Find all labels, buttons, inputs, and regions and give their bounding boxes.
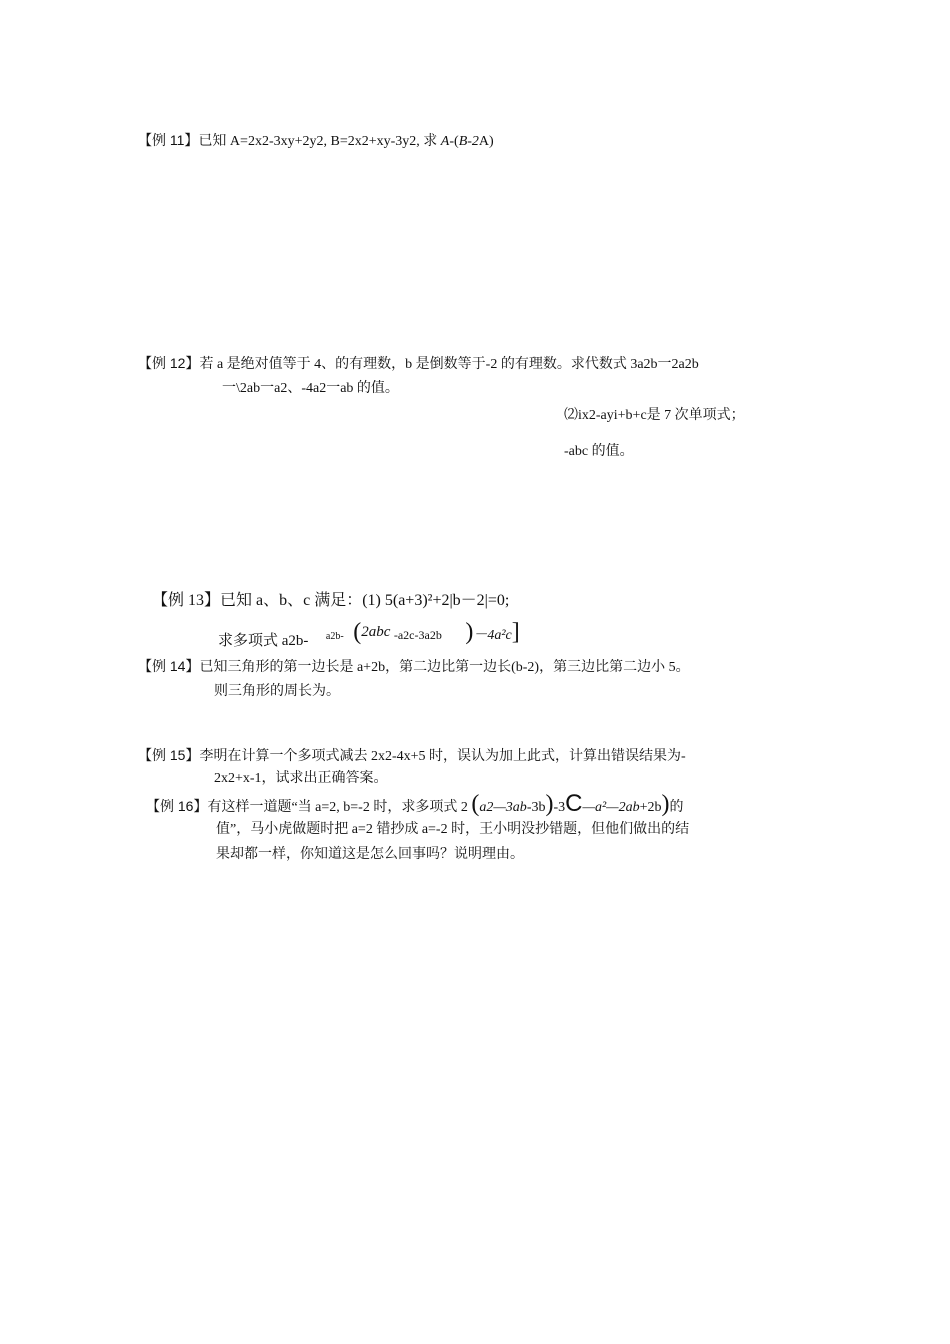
example-15-line-2 [214,770,388,788]
example-16-text-2: 值”，马小虎做题时把 a=2 错抄成 a=-2 时，王小明没抄错题，但他们做出的结 [216,822,690,837]
example-16-text-1f: +2b [639,800,662,815]
example-11-expr-c: B-2 [458,134,479,149]
example-16-text-3: 果却都一样，你知道这是怎么回事吗？说明理由。 [216,847,524,862]
example-12-text-2: 一\2ab一a2、-4a2一ab 的值。 [222,381,399,396]
example-16-text-1d: -3 [553,800,566,815]
example-12-side-text-2: -abc 的值。 [564,444,634,459]
example-16-text-1g: 的 [669,800,684,815]
example-16-line-3 [216,846,524,864]
example-13-line-2 [218,616,520,648]
example-11-tag: 【例 11】 [138,132,199,148]
example-15-text-1: 李明在计算一个多项式减去 2x2-4x+5 时，误认为加上此式，计算出错误结果为- [199,749,686,764]
example-14-line-2 [214,683,340,701]
example-15-tag: 【例 15】 [138,747,200,763]
example-16-text-1e: —a²—2ab [582,800,640,815]
example-11-line [138,131,494,151]
example-13-bracket: ] [511,619,520,645]
example-12-line-2 [222,380,399,398]
example-13-text-2a: 求多项式 a2b- [218,633,309,649]
example-15-text-2: 2x2+x-1，试求出正确答案。 [214,771,388,786]
example-16-big-c: C [565,790,583,817]
example-11-text: 已知 A=2x2-3xy+2y2, B=2x2+xy-3y2, 求 [198,134,441,149]
example-13-text-2c: 2abc [361,624,391,640]
example-13-paren-close: ) [465,619,474,645]
example-12-side-question [564,443,634,461]
example-16-text-1c: -3b [526,800,546,815]
example-11-expr-d: A) [478,134,494,149]
example-16-line-1 [146,792,684,816]
example-13-text-1: 【例 13】已知 a、b、c 满足：(1) 5(a+3)²+2|b－2|=0; [152,592,510,609]
example-16-tag: 【例 16】 [146,798,208,814]
example-12-text-1: 若 a 是绝对值等于 4、的有理数，b 是倒数等于-2 的有理数。求代数式 3a2b一2a2b [199,357,699,372]
example-16-paren-2: ) [545,791,554,817]
example-16-paren-1: ( [471,791,480,817]
example-14-text-2: 则三角形的周长为。 [214,684,340,699]
example-16-text-1a: 有这样一道题“当 a=2, b=-2 时，求多项式 2 [207,800,468,815]
example-16-paren-3: ) [661,791,670,817]
example-11-expr-b: -( [449,134,459,149]
example-11-expr-a: A [440,134,450,149]
example-13-text-2b: a2b- [325,631,344,642]
example-13-text-2e: －4a²c [473,628,512,643]
example-14-text-1: 已知三角形的第一边长是 a+2b，第二边比第一边长(b-2)，第三边比第二边小 5。 [199,660,690,675]
example-14-line-1 [138,657,690,677]
example-12-side-text-1: ⑵ix2-ayi+b+c是 7 次单项式； [564,408,745,423]
example-13-text-2d: -a2c-3a2b [393,628,442,642]
example-16-text-1b: a2—3ab [479,800,527,815]
example-12-tag: 【例 12】 [138,355,200,371]
example-15-line-1 [138,746,686,766]
example-16-line-2 [216,821,689,839]
example-13-paren-open: ( [353,619,362,645]
example-13-line-1 [152,592,510,609]
example-12-side-condition [564,407,745,425]
example-14-tag: 【例 14】 [138,658,200,674]
example-12-line-1 [138,354,699,374]
